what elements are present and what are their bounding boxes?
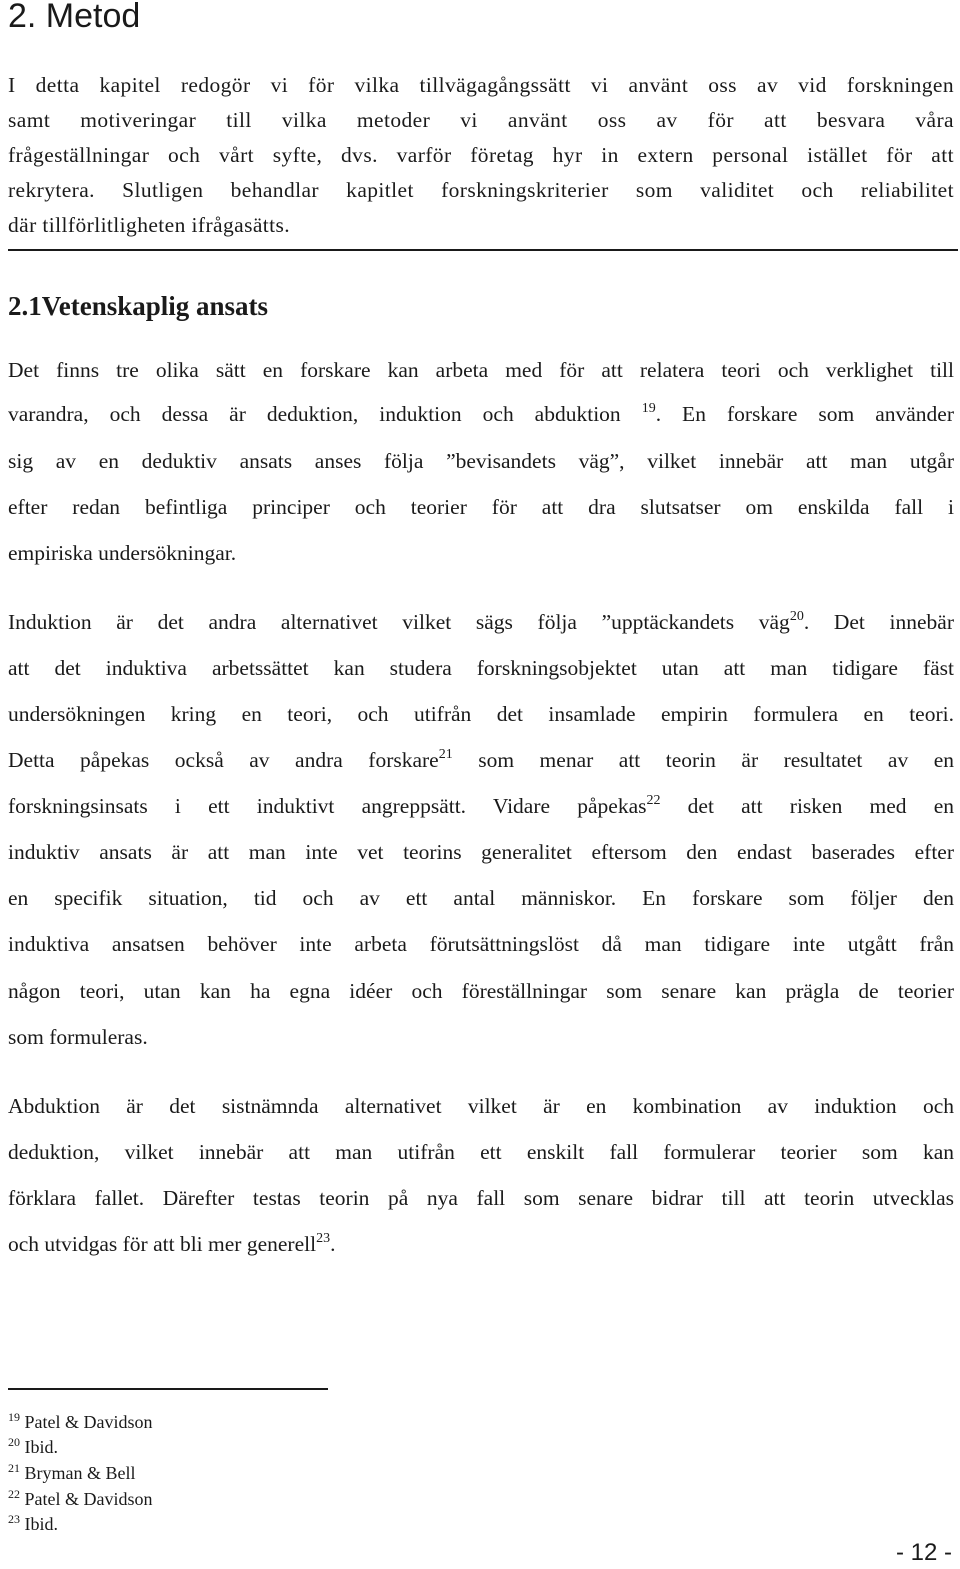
footnote-ref[interactable]: 21 bbox=[438, 747, 453, 762]
footnote-number: 22 bbox=[8, 1487, 20, 1501]
intro-divider bbox=[8, 249, 958, 251]
text-line: att det induktiva arbetssättet kan studera forskningsobjektet utan att man tidigare fäst bbox=[8, 656, 954, 680]
text-run: och utvidgas för att bli mer generell bbox=[8, 1232, 317, 1256]
intro-line: samt motiveringar till vilka metoder vi använt oss av för att besvara våra bbox=[8, 108, 954, 132]
text-line: förklara fallet. Därefter testas teorin på nya fall som senare bidrar till att teorin utvecklas bbox=[8, 1186, 954, 1210]
footnote-number: 20 bbox=[8, 1435, 20, 1449]
intro-line: frågeställningar och vårt syfte, dvs. varför företag hyr in extern personal istället för att bbox=[8, 143, 954, 167]
text-line bbox=[8, 1228, 954, 1260]
text-line: Det finns tre olika sätt en forskare kan arbeta med för att relatera teori och verklighet till bbox=[8, 358, 954, 382]
text-line: empiriska undersökningar. bbox=[8, 541, 237, 565]
text-run: . Det innebär bbox=[803, 610, 954, 634]
text-run: . En forskare som använder bbox=[655, 402, 954, 426]
section-heading: 2.1Vetenskaplig ansats bbox=[8, 291, 269, 321]
text-line: deduktion, vilket innebär att man utifrån ett enskilt fall formulerar teorier som kan bbox=[8, 1140, 954, 1164]
text-line: induktiva ansatsen behöver inte arbeta förutsättningslöst då man tidigare inte utgått från bbox=[8, 932, 954, 956]
footnote-ref[interactable]: 19 bbox=[641, 401, 656, 416]
footnote-number: 19 bbox=[8, 1410, 20, 1424]
footnote-text: Bryman & Bell bbox=[24, 1463, 136, 1483]
chapter-heading: 2. Metod bbox=[8, 0, 141, 35]
text-line bbox=[8, 606, 954, 638]
text-run: som menar att teorin är resultatet av en bbox=[452, 748, 954, 772]
footnote-text: Ibid. bbox=[24, 1514, 58, 1534]
text-run: Detta påpekas också av andra forskare bbox=[8, 748, 439, 772]
text-line: induktiv ansats är att man inte vet teorins generalitet eftersom den endast baserades efter bbox=[8, 840, 954, 864]
footnote-number: 21 bbox=[8, 1461, 20, 1475]
footnote bbox=[8, 1487, 153, 1511]
footnote-ref[interactable]: 22 bbox=[646, 793, 661, 808]
intro-line: rekrytera. Slutligen behandlar kapitlet forskningskriterier som validitet och reliabilitet bbox=[8, 178, 954, 202]
footnote-text: Patel & Davidson bbox=[24, 1489, 153, 1509]
text-line: en specifik situation, tid och av ett antal människor. En forskare som följer den bbox=[8, 886, 954, 910]
text-line: efter redan befintliga principer och teorier för att dra slutsatser om enskilda fall i bbox=[8, 495, 954, 519]
footnote bbox=[8, 1461, 136, 1485]
text-line: Abduktion är det sistnämnda alternativet vilket är en kombination av induktion och bbox=[8, 1094, 954, 1118]
footnote bbox=[8, 1435, 58, 1459]
footnote bbox=[8, 1512, 58, 1536]
footnote bbox=[8, 1410, 153, 1434]
footnote-text: Patel & Davidson bbox=[24, 1412, 153, 1432]
intro-line: där tillförlitligheten ifrågasätts. bbox=[8, 213, 291, 237]
text-line: undersökningen kring en teori, och utifrån det insamlade empirin formulera en teori. bbox=[8, 702, 954, 726]
text-run: . bbox=[330, 1232, 336, 1256]
text-line bbox=[8, 790, 954, 822]
footnote-ref[interactable]: 23 bbox=[316, 1231, 331, 1246]
text-line bbox=[8, 398, 954, 430]
footnote-number: 23 bbox=[8, 1512, 20, 1526]
text-run: varandra, och dessa är deduktion, induktion och abduktion bbox=[8, 402, 642, 426]
text-run: det att risken med en bbox=[660, 794, 954, 818]
text-line: någon teori, utan kan ha egna idéer och föreställningar som senare kan prägla de teorier bbox=[8, 979, 954, 1003]
text-line bbox=[8, 744, 954, 776]
page-number: - 12 - bbox=[895, 1539, 952, 1566]
footnote-ref[interactable]: 20 bbox=[789, 609, 804, 624]
text-line: som formuleras. bbox=[8, 1025, 148, 1049]
text-line: sig av en deduktiv ansats anses följa ”bevisandets väg”, vilket innebär att man utgår bbox=[8, 449, 954, 473]
footnote-text: Ibid. bbox=[24, 1437, 58, 1457]
text-run: forskningsinsats i ett induktivt angreppsätt. Vidare påpekas bbox=[8, 794, 647, 818]
intro-line: I detta kapitel redogör vi för vilka tillvägagångssätt vi använt oss av vid forskningen bbox=[8, 73, 954, 97]
text-run: Induktion är det andra alternativet vilket sägs följa ”upptäckandets väg bbox=[8, 610, 790, 634]
footnote-separator bbox=[8, 1388, 328, 1390]
